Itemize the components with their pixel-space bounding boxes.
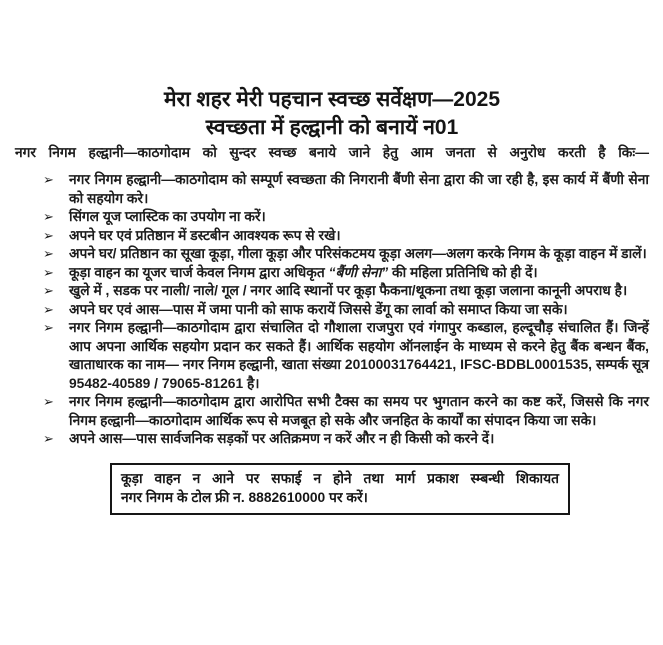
list-item-text: नगर निगम हल्द्वानी—काठगोदाम को सम्पूर्ण स्वच्छता की निगरानी बैंणी सेना द्वारा की जा रही है, इस कार्य में बैंणी सेना को सहयोग करे।	[69, 172, 649, 206]
title-block	[15, 86, 649, 141]
arrow-bullet-icon: ➢	[43, 301, 54, 317]
arrow-bullet-icon: ➢	[43, 394, 54, 409]
arrow-bullet-icon: ➢	[43, 264, 54, 280]
arrow-bullet-icon: ➢	[43, 320, 54, 335]
list-item-text: नगर निगम हल्द्वानी—काठगोदाम द्वारा आरोपित सभी टैक्स का समय पर भुगतान करने का कष्ट करें, जिससे कि नगर निगम हल्द्वानी—काठगोदाम आर्थिक रूप से मजबूत हो सके और जनहित के कार्यों का संपादन किया जा सके।	[69, 394, 649, 428]
list-item	[43, 301, 649, 320]
list-item	[43, 245, 649, 264]
list-item	[43, 227, 649, 246]
list-item-text: अपने घर एवं आस—पास में जमा पानी को साफ करायें जिससे डेंगू का लार्वा को समाप्त किया जा सके।	[69, 301, 568, 317]
list-item-text: अपने घर एवं प्रतिष्ठान में डस्टबीन आवश्यक रूप से रखे।	[69, 227, 341, 243]
arrow-bullet-icon: ➢	[43, 209, 54, 224]
list-item-text: सिंगल यूज प्लास्टिक का उपयोग ना करें।	[69, 209, 266, 224]
arrow-bullet-icon: ➢	[43, 283, 54, 298]
list-item	[43, 282, 649, 301]
list-item	[43, 208, 649, 227]
list-item-text-prefix: कूड़ा वाहन का यूजर चार्ज केवल निगम द्वारा अधिकृत	[69, 264, 329, 280]
arrow-bullet-icon: ➢	[43, 172, 54, 187]
document-title-line2: स्वच्छता में हल्द्वानी को बनायें न01	[205, 116, 459, 139]
list-item-text-suffix: की महिला प्रतिनिधि को ही दें।	[388, 264, 538, 280]
list-item	[43, 393, 649, 430]
arrow-bullet-icon: ➢	[43, 227, 54, 243]
bullet-list	[43, 171, 649, 449]
list-item	[43, 264, 649, 283]
complaint-notice-box	[110, 463, 570, 515]
arrow-bullet-icon: ➢	[43, 431, 54, 446]
list-item-text: अपने घर/ प्रतिष्ठान का सूखा कूड़ा, गीला कूड़ा और परिसंकटमय कूड़ा अलग—अलग करके निगम के कूड़ा वाहन में डालें।	[69, 246, 647, 261]
intro-paragraph: नगर निगम हल्द्वानी—काठगोदाम को सुन्दर स्वच्छ बनाये जाने हेतु आम जनता से अनुरोध करती है किः—	[15, 145, 649, 160]
list-item	[43, 319, 649, 393]
list-item	[43, 171, 649, 208]
list-item	[43, 430, 649, 449]
document-title-line1: मेरा शहर मेरी पहचान स्वच्छ सर्वेक्षण—2025	[164, 88, 500, 111]
notice-box-line1: कूड़ा वाहन न आने पर सफाई न होने तथा मार्ग प्रकाश स्म्बन्धी शिकायत	[121, 470, 559, 486]
emphasized-quoted-text: “बैंणी सेना”	[328, 264, 389, 280]
arrow-bullet-icon: ➢	[43, 246, 54, 261]
list-item-text	[69, 265, 538, 280]
notice-box-line2: नगर निगम के टोल फ्री न. 8882610000 पर करें।	[121, 490, 368, 505]
list-item-text: नगर निगम हल्द्वानी—काठगोदाम द्वारा संचालित दो गौशाला राजपुरा एवं गंगापुर कब्डाल, हल्दूचौड़ संचालित हैं। जिन्हें आप अपना आर्थिक सहयोग प्रदान कर सकते हैं। आर्थिक सहयोग ऑनलाईन के माध्यम से करने हेतु बैंक बन्धन बैंक, खाताधारक का नाम— नगर निगम हल्द्वानी, खाता संख्या 20100031764421, IFSC-BDBL0001535, सम्पर्क सूत्र 95482-40589 / 79065-81261 है।	[69, 320, 649, 391]
list-item-text: अपने आस—पास सार्वजनिक सड़कों पर अतिक्रमण न करें और न ही किसी को करने दें।	[69, 431, 495, 446]
list-item-text: खुले में , सडक पर नाली/ नाले/ गूल / नगर आदि स्थानों पर कूड़ा फैकना/थूकना तथा कूड़ा जलाना कानूनी अपराध है।	[69, 283, 628, 298]
